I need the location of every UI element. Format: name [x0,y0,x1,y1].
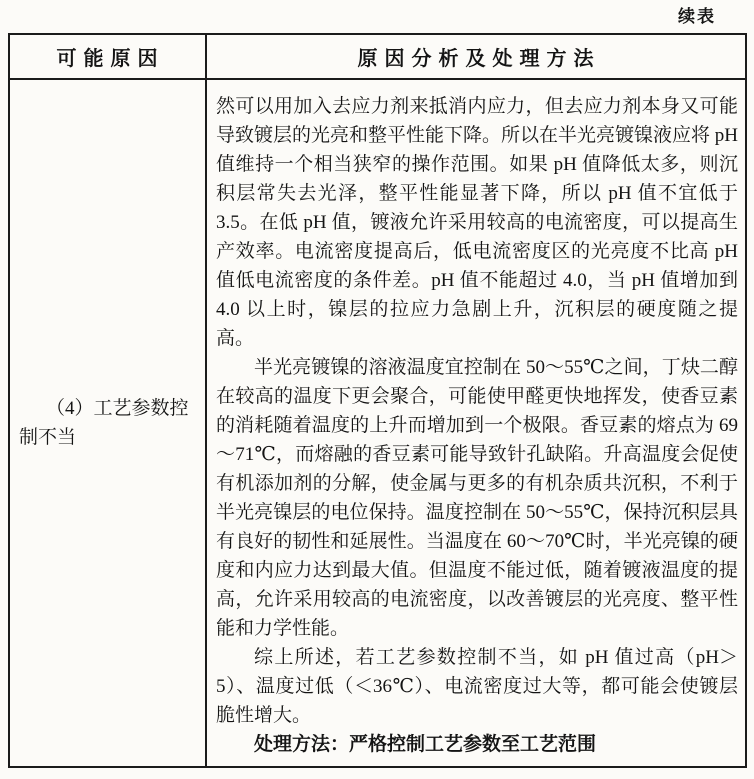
cause-text: （4）工艺参数控制不当 [19,398,189,448]
fault-analysis-table [8,33,747,768]
analysis-paragraphs [216,92,738,759]
header-cell-possible-cause: 可 能 原 因 [10,35,207,80]
header-cell-analysis-treatment: 原 因 分 析 及 处 理 方 法 [207,35,745,80]
cause-cell [10,80,207,766]
analysis-paragraph: 处理方法：严格控制工艺参数至工艺范围 [254,734,597,755]
analysis-paragraph: 然可以用加入去应力剂来抵消内应力，但去应力剂本身又可能导致镀层的光亮和整平性能下降。所以在半光亮镀镍液应将 pH 值维持一个相当狭窄的操作范围。如果 pH 值降低太多，则沉积层常失去光泽，整平性能显著下降，所以 pH 值不宜低于 3.5。在低 pH 值，镀液允许采用较高的电流密度，可以提高生产效率。电流密度提高后，低电流密度区的光亮度不比高 pH 值低电流密度的条件差。pH 值不能超过 4.0，当 pH 值增加到 4.0 以上时，镍层的拉应力急剧上升，沉积层的硬度随之提高。 [216,96,738,349]
analysis-paragraph: 综上所述，若工艺参数控制不当，如 pH 值过高（pH＞5）、温度过低（＜36℃）、电流密度过大等，都可能会使镀层脆性增大。 [216,647,738,726]
continued-table-label: 续表 [678,7,716,26]
analysis-cell [207,80,745,766]
analysis-paragraph: 半光亮镀镍的溶液温度宜控制在 50～55℃之间，丁炔二醇在较高的温度下更会聚合，可能使甲醛更快地挥发，使香豆素的消耗随着温度的上升而增加到一个极限。香豆素的熔点为 69～71℃，而熔融的香豆素可能导致针孔缺陷。升高温度会促使有机添加剂的分解，使金属与更多的有机杂质共沉积，不利于半光亮镍层的电位保持。温度控制在 50～55℃，保持沉积层具有良好的韧性和延展性。当温度在 60～70℃时，半光亮镍的硬度和内应力达到最大值。但温度不能过低，随着镀液温度的提高，允许采用较高的电流密度，以改善镀层的光亮度、整平性能和力学性能。 [216,357,738,639]
